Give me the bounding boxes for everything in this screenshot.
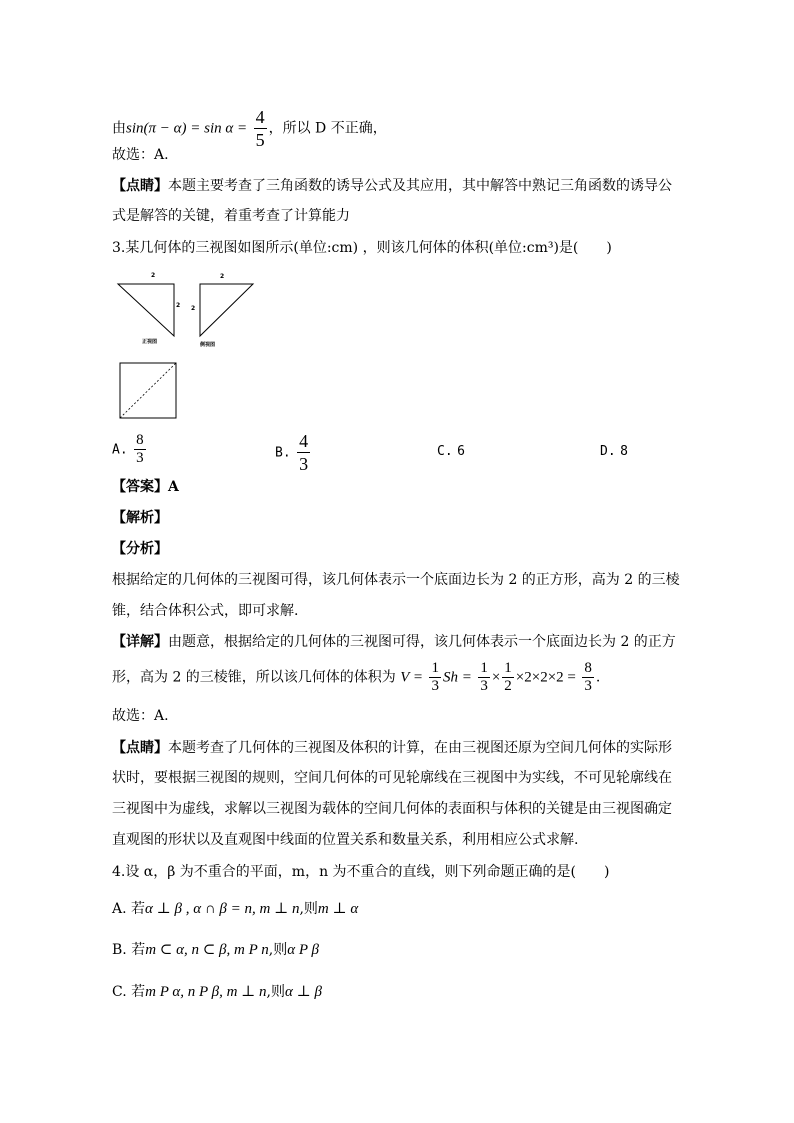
choice-line: 故选：A.	[112, 708, 169, 724]
comment-tag: 【点睛】	[112, 740, 168, 756]
frac-one-third-a	[429, 660, 441, 695]
option-b-label: B.	[275, 445, 291, 461]
math-volume-v: V =	[400, 669, 424, 686]
q4-option-a-label: A. 若	[112, 901, 146, 917]
option-a-fraction	[134, 432, 146, 467]
top-view-dashed-diagonal	[120, 363, 176, 418]
option-c-label: C.	[437, 444, 453, 459]
fraction-denominator: 5	[255, 130, 265, 150]
text-prefix: 由	[112, 120, 126, 137]
q4-option-b-then: ,则	[268, 942, 288, 958]
option-c	[437, 441, 465, 462]
detail-tag: 【详解】	[112, 634, 168, 650]
line-choice-a: 故选：A.	[112, 147, 169, 163]
period: .	[595, 669, 601, 686]
side-view-label: 侧视图	[200, 342, 216, 348]
option-d-value: 8	[620, 444, 628, 459]
q4-option-a	[112, 899, 358, 919]
side-view-height-label: 2	[191, 305, 196, 312]
q4-option-b-label: B. 若	[112, 942, 146, 958]
q4-option-b	[112, 940, 319, 960]
q4-option-b-condition: m ⊂ α, n ⊂ β, m P n	[145, 942, 269, 958]
side-view-triangle	[200, 284, 253, 336]
three-view-drawing	[112, 268, 272, 428]
frac-one-half	[502, 660, 514, 695]
option-d-label: D.	[600, 444, 616, 459]
fraction-numerator: 4	[255, 107, 265, 127]
answer-line: 【答案】A	[112, 479, 179, 495]
detail-text-2: 形，高为 2 的三棱锥，所以该几何体的体积为	[112, 669, 396, 686]
comment-text-1: 本题考查了几何体的三视图及体积的计算，在由三视图还原为空间几何体的实际形	[168, 740, 672, 756]
fenxi-line-1: 根据给定的几何体的三视图可得，该几何体表示一个底面边长为 2 的正方形，高为 2 的三棱	[112, 572, 680, 588]
option-b-denominator: 3	[299, 454, 309, 474]
top-view-square	[120, 363, 176, 418]
q4-option-a-then: ,则	[299, 901, 318, 917]
fraction-four-fifths	[254, 106, 267, 151]
frac-num: 8	[584, 660, 592, 676]
q4-option-a-condition: α ⊥ β , α ∩ β = n, m ⊥ n	[145, 901, 300, 917]
q4-option-c	[112, 982, 322, 1002]
fenxi-line-2: 锥，结合体积公式，即可求解.	[112, 603, 299, 619]
front-view-height-label: 2	[176, 302, 181, 309]
frac-num: 1	[504, 660, 512, 676]
question-3-stem: 3.某几何体的三视图如图所示(单位:cm) ，则该几何体的体积(单位:cm³)是( )	[112, 240, 612, 256]
fenxi-heading: 【分析】	[112, 541, 168, 557]
frac-eight-thirds	[582, 660, 594, 695]
math-sin-expression: sin(π − α) = sin α =	[126, 120, 248, 137]
option-d	[600, 441, 628, 462]
question-4-stem: 4.设 α，β 为不重合的平面，m，n 为不重合的直线，则下列命题正确的是( )	[112, 864, 610, 880]
comment-text: 本题主要考查了三角函数的诱导公式及其应用，其中解答中熟记三角函数的诱导公	[168, 178, 672, 194]
comment-tag: 【点睛】	[112, 178, 168, 194]
option-a-label: A.	[112, 442, 128, 458]
option-a-numerator: 8	[136, 432, 144, 448]
option-b	[275, 430, 312, 475]
option-b-numerator: 4	[299, 431, 309, 451]
line-comment-1	[112, 176, 672, 196]
three-view-figure	[112, 268, 272, 428]
q4-option-a-conclusion: m ⊥ α	[317, 901, 359, 917]
text-suffix: ，所以 D 不正确，	[268, 120, 387, 137]
frac-den: 3	[431, 678, 439, 694]
math-product: ×2×2×2 =	[515, 669, 576, 686]
detail-line-2	[112, 660, 600, 695]
q4-option-c-then: ,则	[266, 984, 285, 1000]
front-view-label: 正视图	[142, 339, 158, 345]
q4-option-c-label: C. 若	[112, 984, 146, 1000]
detail-text-1: 由题意，根据给定的几何体的三视图可得，该几何体表示一个底面边长为 2 的正方	[168, 634, 676, 650]
side-view-width-label: 2	[220, 273, 225, 280]
math-sh: Sh =	[442, 669, 472, 686]
comment-line-4: 直观图的形状以及直观图中线面的位置关系和数量关系，利用相应公式求解.	[112, 832, 579, 848]
frac-den: 3	[480, 678, 488, 694]
frac-one-third-b	[478, 660, 490, 695]
q4-option-c-condition: m P α, n P β, m ⊥ n	[145, 984, 267, 1000]
option-c-value: 6	[457, 444, 465, 459]
frac-num: 1	[431, 660, 439, 676]
frac-num: 1	[480, 660, 488, 676]
comment-line-3: 三视图中为虚线，求解以三视图为载体的空间几何体的表面积与体积的关键是由三视图确定	[112, 801, 672, 817]
detail-line-1	[112, 632, 676, 652]
math-times: ×	[491, 669, 501, 686]
frac-den: 3	[584, 678, 592, 694]
frac-den: 2	[504, 678, 512, 694]
line-comment-2: 式是解答的关键，着重考查了计算能力	[112, 208, 350, 224]
option-a	[112, 432, 148, 467]
front-view-width-label: 2	[151, 272, 156, 279]
q4-option-b-conclusion: α P β	[287, 942, 319, 958]
option-a-denominator: 3	[136, 450, 144, 466]
comment-line-2: 状时，要根据三视图的规则，空间几何体的可见轮廓线在三视图中为实线，不可见轮廓线在	[112, 770, 672, 786]
front-view-triangle	[118, 284, 174, 336]
q4-option-c-conclusion: α ⊥ β	[284, 984, 322, 1000]
comment-line-1	[112, 738, 672, 758]
analysis-heading: 【解析】	[112, 510, 168, 526]
option-b-fraction	[297, 430, 310, 475]
